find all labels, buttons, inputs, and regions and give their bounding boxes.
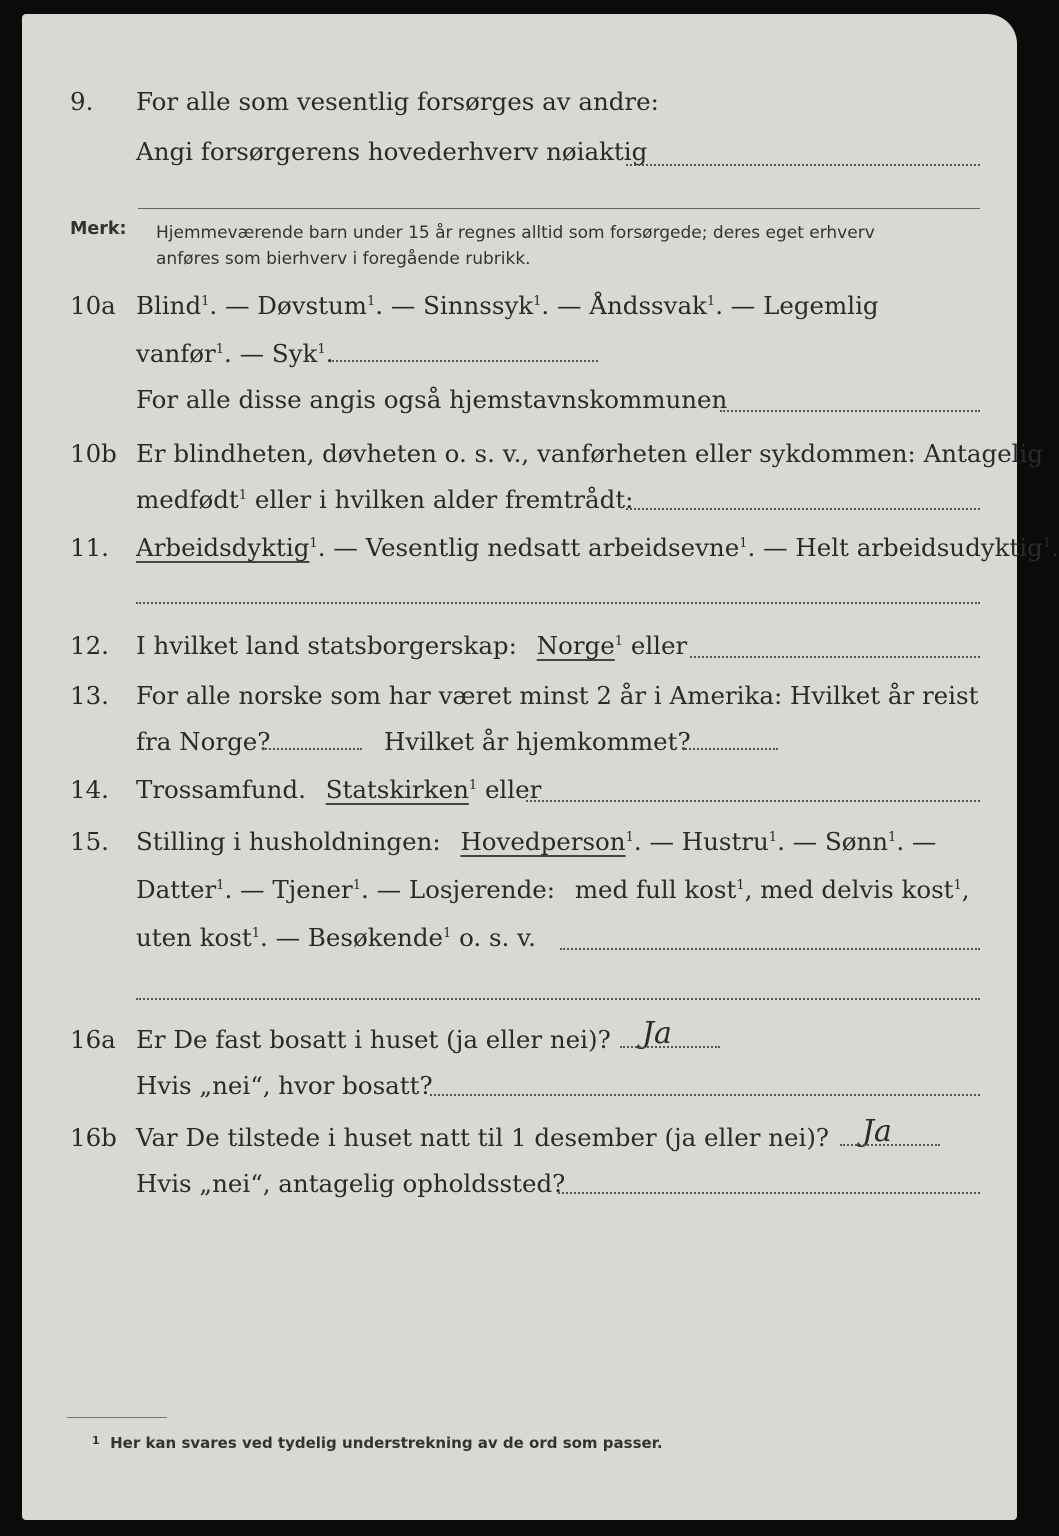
q16a-line2: [22, 1066, 1017, 1106]
q11-number: 11.: [70, 533, 109, 562]
q14-eller: eller: [484, 775, 542, 804]
q13-part-a: fra Norge?: [136, 727, 271, 756]
opt-hovedperson[interactable]: Hovedperson: [460, 827, 626, 856]
opt-besokende[interactable]: Besøkende: [307, 923, 444, 952]
q14-line: 14. Trossamfund. Statskirken$^1$ eller: [22, 770, 1017, 810]
q10b-line2: medfødt$^1$ eller i hvilken alder fremtrådt:: [136, 485, 634, 514]
q15-osv: o. s. v.: [459, 923, 536, 952]
q10b-text: Er blindheten, døvheten o. s. v., vanførheten eller sykdommen: Antagelig: [136, 439, 1044, 468]
opt-legemlig[interactable]: Legemlig: [763, 291, 879, 320]
opt-datter[interactable]: Datter: [136, 875, 217, 904]
q9-provider-label: Angi forsørgerens hovederhverv nøiaktig: [136, 137, 648, 166]
q9-line2: [22, 132, 1017, 172]
q13-right-line[interactable]: [682, 748, 778, 750]
opt-arbeidsdyktig[interactable]: Arbeidsdyktig: [136, 533, 310, 562]
footnote-text: Her kan svares ved tydelig understrekning av de ord som passer.: [110, 1434, 663, 1452]
q16b-text: Var De tilstede i huset natt til 1 desember (ja eller nei)?: [136, 1123, 830, 1152]
opt-udyktig[interactable]: Helt arbeidsudyktig: [795, 533, 1043, 562]
q10a-line3: [22, 380, 1017, 420]
opt-dovstum[interactable]: Døvstum: [257, 291, 367, 320]
q11-line: 11. Arbeidsdyktig$^1$. — Vesentlig nedsatt arbeidsevne$^1$. — Helt arbeidsudyktig$^1$.: [22, 528, 1017, 568]
q10b-line1: [22, 434, 1044, 474]
q10b-age-label: eller i hvilken alder fremtrådt:: [247, 485, 634, 514]
q16a-where-label: Hvis „nei“, hvor bosatt?: [136, 1071, 433, 1100]
q12-eller: eller: [630, 631, 688, 660]
q15-line1: 15. Stilling i husholdningen: Hovedperson$^1$. — Hustru$^1$. — Sønn$^1$. —: [22, 822, 1017, 862]
census-form-page: [22, 14, 1059, 1520]
q13-left-line[interactable]: [262, 748, 362, 750]
q16b-answer-line[interactable]: [840, 1144, 940, 1146]
footnote: $^1$ Her kan svares ved tydelig understrekning av de ord som passer.: [92, 1434, 663, 1452]
q16b-where-line[interactable]: [558, 1192, 980, 1194]
q16a-answer-line[interactable]: [620, 1046, 720, 1048]
opt-syk[interactable]: Syk: [271, 339, 318, 368]
q10b-number: 10b: [70, 439, 117, 468]
q10a-line2: vanfør$^1$. — Syk$^1$.: [136, 339, 334, 368]
opt-statskirken[interactable]: Statskirken: [325, 775, 469, 804]
q15-line2: Datter$^1$. — Tjener$^1$. — Losjerende: med full kost$^1$, med delvis kost$^1$,: [136, 875, 970, 904]
opt-vanfor[interactable]: vanfør: [136, 339, 216, 368]
merk-label: Merk:: [70, 219, 127, 239]
q13-number: 13.: [70, 681, 109, 710]
q13-line2: [22, 722, 1017, 762]
q10a-syk-line[interactable]: [332, 360, 598, 362]
merk-line2: anføres som bierhverv i foregående rubrikk.: [156, 249, 531, 269]
opt-sinnssyk[interactable]: Sinnssyk: [423, 291, 534, 320]
q14-text: Trossamfund.: [136, 775, 306, 804]
opt-andssvak[interactable]: Åndssvak: [589, 291, 707, 320]
opt-uten-kost[interactable]: uten kost: [136, 923, 252, 952]
q15-losjerende: Losjerende:: [408, 875, 556, 904]
q9-number: 9.: [70, 87, 94, 116]
q9-line1: [22, 82, 1017, 122]
q16b-handwritten-answer[interactable]: Ja: [862, 1114, 892, 1149]
q15-number: 15.: [70, 827, 109, 856]
q15-answer-line[interactable]: [560, 948, 980, 950]
q10a-home-label: For alle disse angis også hjemstavnskommunen: [136, 385, 728, 414]
q16a-line1: [22, 1020, 1017, 1060]
q16b-where-label: Hvis „nei“, antagelig opholdssted?: [136, 1169, 566, 1198]
footnote-rule: [67, 1417, 167, 1418]
q16a-number: 16a: [70, 1025, 116, 1054]
q15-text: Stilling i husholdningen:: [136, 827, 441, 856]
q12-number: 12.: [70, 631, 109, 660]
opt-nedsatt[interactable]: Vesentlig nedsatt arbeidsevne: [365, 533, 740, 562]
q14-number: 14.: [70, 775, 109, 804]
q9-text: For alle som vesentlig forsørges av andre:: [136, 87, 659, 116]
q10a-home-line[interactable]: [720, 410, 980, 412]
q13-part-b: Hvilket år hjemkommet?: [384, 727, 691, 756]
q11-answer-line[interactable]: [136, 602, 980, 604]
opt-full-kost[interactable]: med full kost: [574, 875, 737, 904]
q13-text: For alle norske som har været minst 2 år i Amerika: Hvilket år reist: [136, 681, 979, 710]
q9-answer-line[interactable]: [626, 164, 980, 166]
opt-tjener[interactable]: Tjener: [272, 875, 353, 904]
merk-line1: Hjemmeværende barn under 15 år regnes alltid som forsørgede; deres eget erhverv: [156, 223, 875, 243]
q15-line3: uten kost$^1$. — Besøkende$^1$ o. s. v.: [136, 923, 536, 952]
q12-answer-line[interactable]: [690, 656, 980, 658]
q9-answer-line-2[interactable]: [138, 208, 980, 209]
q15-answer-line-2[interactable]: [136, 998, 980, 1000]
opt-delvis-kost[interactable]: med delvis kost: [760, 875, 954, 904]
q16a-handwritten-answer[interactable]: Ja: [642, 1016, 672, 1051]
q12-text: I hvilket land statsborgerskap:: [136, 631, 517, 660]
q16b-number: 16b: [70, 1123, 117, 1152]
q12-line: 12. I hvilket land statsborgerskap: Norge$^1$ eller: [22, 626, 1017, 666]
opt-norge[interactable]: Norge: [536, 631, 615, 660]
opt-medfodt[interactable]: medfødt: [136, 485, 239, 514]
q16b-line2: [22, 1164, 1017, 1204]
q10b-answer-line[interactable]: [626, 508, 980, 510]
opt-hustru[interactable]: Hustru: [681, 827, 769, 856]
q16a-where-line[interactable]: [430, 1094, 980, 1096]
opt-sonn[interactable]: Sønn: [824, 827, 889, 856]
q10a-number: 10a: [70, 291, 116, 320]
q10a-line1: 10a Blind$^1$. — Døvstum$^1$. — Sinnssyk$^1$. — Åndssvak$^1$. — Legemlig: [22, 286, 1017, 326]
q14-answer-line[interactable]: [526, 800, 980, 802]
opt-blind[interactable]: Blind: [136, 291, 202, 320]
q13-line1: [22, 676, 1017, 716]
q16a-text: Er De fast bosatt i huset (ja eller nei)?: [136, 1025, 611, 1054]
